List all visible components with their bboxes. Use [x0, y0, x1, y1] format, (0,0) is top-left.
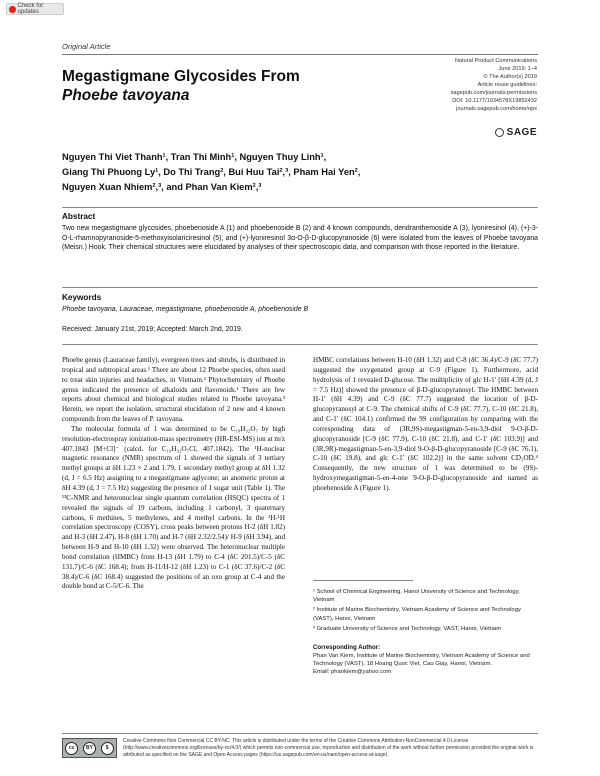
- publisher-name: SAGE: [506, 127, 537, 138]
- journal-copyright: © The Author(s) 2019: [483, 74, 537, 80]
- journal-doi[interactable]: DOI: 10.1177/1934578X19852432: [452, 98, 537, 104]
- license-text: Creative Commons Non Commercial CC BY-NC: This article is distributed under the terms of the Creative Commons Attribution-NonCommercial 4.0 License (http://www.creativecommons.org/licenses/by-nc/4.0/) which permits non-commercial use, reproduction and distribution of the work without further permission provided the original work is attributed as specified on the SAGE and Open Access pages (https://us.sagepub.com/en-us/nam/open-access-at-sage).: [123, 738, 534, 759]
- journal-reuse: Article reuse guidelines:: [477, 82, 537, 88]
- header-divider: [62, 54, 538, 55]
- affiliation-item: ² Institute of Marine Biochemistry, Vietnam Academy of Science and Technology (VAST), Hanoi, Vietnam: [313, 607, 521, 622]
- by-person-icon: BY: [83, 742, 96, 755]
- body-divider: [62, 344, 538, 345]
- received-dates: Received: January 21st, 2019; Accepted: March 2nd, 2019.: [62, 326, 243, 333]
- body-paragraph: HMBC correlations between H-10 (δH 1.32) and C-8 (δC 36.4)/C-9 (δC 77.7) suggested the oxygenated group at C-9 (Figure 1). Furthermore, acid hydrolysis of 1 revealed D-glucose. The multiplicity of glc H-1′ [δH 4.39 (d, J = 7.5 Hz)] showed the presence of β-D-glucopyranosyl. The HMBC between H-1′ (δH 4.39) and C-9 (δC 77.7) suggested the location of β-D-glucopyranosyl at C-9. The chemical shifts of C-9 (δC 77.7), C-10 (δC 21.8), and C-1′ (δC 104.1) confirmed the 9S configuration by comparing with the corresponding data of (3R,9S)-megastigman-5-en-3,9-diol 9-O-β-D-glucopyranoside [C-9 (δC 77.9), C-10 (δC 21.8), and C-1′ (δC 103.9)] and (3R,9R)-megastigman-5-en-3,9-diol 9-O-β-D-glucopyranoside [C-9 (δC 76.1), C-10 (δC 19.8), and glc C-1′ (δC 102.2)] in the same solvent CD₃OD.⁴ Consequently, the new structure of 1 was determined to be (9S)-hydroxymegastigman-5-en-4-one 9-O-β-D-glucopyranoside and named as phoebenoside A (Figure 1).: [313, 356, 538, 492]
- check-updates-icon: [9, 6, 16, 13]
- abstract-divider: [62, 207, 538, 208]
- author-list: [62, 150, 392, 195]
- journal-permissions-link[interactable]: sagepub.com/journals-permissions: [450, 90, 537, 96]
- authors-line-1: Nguyen Thi Viet Thanh¹, Tran Thi Minh¹, Nguyen Thuy Linh¹,: [62, 152, 327, 162]
- body-right-column: [313, 356, 538, 494]
- abstract-text: Two new megastigmane glycosides, phoebenoside A (1) and phoebenoside B (2) and 4 known compounds, dendranthemoside A (3), lyoniresinol (4), (+)-3-O-L-rhamnopyranoside-5-methoxyisolariciresinol (5), and (+)-lyoniresinol 3α-O-β-D-glucopyranoside (6) were isolated from the leaves of Phoebe tavoyana (Meisn.) Hook. Their chemical structures were elucidated by analyses of their spectroscopic data, and comparison with those reported in the literature.: [62, 225, 538, 252]
- license-divider: [62, 733, 538, 734]
- keywords-divider: [62, 287, 538, 288]
- sage-logo-icon: [495, 128, 504, 137]
- corresponding-author: [313, 652, 538, 677]
- check-updates-label: Check for updates: [17, 3, 44, 15]
- abstract-heading: Abstract: [62, 212, 96, 221]
- cc-license-badge[interactable]: [62, 738, 117, 758]
- authors-line-3: Nguyen Xuan Nhiem²,³, and Phan Van Kiem²,³: [62, 182, 262, 192]
- check-for-updates-badge[interactable]: [6, 3, 64, 15]
- publisher-logo: [495, 127, 537, 138]
- title-line-2: Phoebe tavoyana: [62, 87, 190, 104]
- keywords-heading: Keywords: [62, 293, 102, 302]
- journal-name: Natural Product Communications: [454, 58, 537, 64]
- noncommercial-icon: $: [101, 742, 114, 755]
- article-title: [62, 67, 392, 105]
- body-paragraph: The molecular formula of 1 was determined to be C₁₉H₃₂O₇ by high resolution-electrospray ionization-mass spectrometry (HR-ESI-MS) ion at m/z 407.1843 [M+Cl]⁻ (calcd. for C₁₉H₃₂O₇Cl, 407.1842). The ¹H-nuclear magnetic resonance (NMR) spectrum of 1 showed the signals of 3 tertiary methyl groups at δH 1.23 × 2 and 1.79, 1 secondary methyl group at δH 1.32 (d, J = 6.5 Hz) assigning to a megastigmane aglycone; an anomeric proton at δH 4.39 (d, J = 7.5 Hz) suggesting the presence of 1 sugar unit (Table 1). The ¹³C-NMR and heteronuclear single quantum correlation (HSQC) spectra of 1 revealed the signals of 19 carbons, including 1 carbonyl, 3 quaternary carbons, 6 methines, 5 methylenes, and 4 methyl carbons. In the ¹H-¹H correlation spectroscopy (COSY), cross peaks between protons H-2 (δH 1.82) and H-3 (δH 2.47), H-8 (δH 1.70) and H-7 (δH 2.32/2.54)/ H-9 (δH 3.94), and between H-9 and H-10 (δH 1.32) were observed. The heteronuclear multiple bond correlation (HMBC) from H-13 (δH 1.79) to C-4 (δC 201.5)/C-5 (δC 131.7)/C-6 (δC 168.4); from H-11/H-12 (δH 1.23) to C-1 (δC 37.6)/C-2 (δC 38.4)/C-6 (δC 168.4) suggested the positions of an oxo group at C-4 and the double bond at C-5/C-6. The: [62, 424, 286, 591]
- authors-line-2: Giang Thi Phuong Ly¹, Do Thi Trang², Bui Huu Tai²,³, Pham Hai Yen²,: [62, 167, 361, 177]
- corresponding-author-email[interactable]: Email: phankiem@yahoo.com: [313, 669, 392, 676]
- cc-icon: cc: [65, 742, 78, 755]
- license-footer: [62, 738, 538, 760]
- affiliation-item: ¹ School of Chemical Engineering, Hanoi University of Science and Technology, Vietnam: [313, 589, 520, 604]
- corresponding-author-heading: Corresponding Author:: [313, 644, 381, 651]
- title-line-1: Megastigmane Glycosides From: [62, 68, 300, 85]
- keywords-text: Phoebe tavoyana, Lauraceae, megastigmane, phoebenoside A, phoebenoside B: [62, 306, 309, 313]
- journal-info: [377, 57, 537, 113]
- body-left-column: [62, 356, 285, 592]
- journal-issue: June 2019: 1–4: [498, 66, 537, 72]
- affiliations-divider: [313, 580, 413, 581]
- affiliations: [313, 588, 538, 635]
- journal-home-link[interactable]: journals.sagepub.com/home/npx: [456, 106, 537, 112]
- affiliation-item: ³ Graduate University of Science and Technology, VAST, Hanoi, Vietnam: [313, 625, 502, 632]
- body-paragraph: Phoebe genus (Lauraceae family), evergreen trees and shrubs, is distributed in tropical and subtropical areas.¹ There are about 12 Phoebe species, often used to treat skin injuries and headaches, in Vietnam.² Phytochemistry of Phoebe genus indicated the presence of alkaloids and flavonoids.¹ There are few reports about chemical and biological studies related to Phoebe tavoyana.³ Herein, we report the isolation, structural elucidation of 2 new and 4 known compounds from the leaves of P. tavoyana.: [62, 356, 285, 424]
- corresponding-author-address: Phan Van Kiem, Institute of Marine Biochemistry, Vietnam Academy of Science and Technology (VAST), 18 Hoang Quoc Viet, Cau Giay, Hanoi, Vietnam.: [313, 653, 530, 668]
- article-type: Original Article: [62, 42, 111, 51]
